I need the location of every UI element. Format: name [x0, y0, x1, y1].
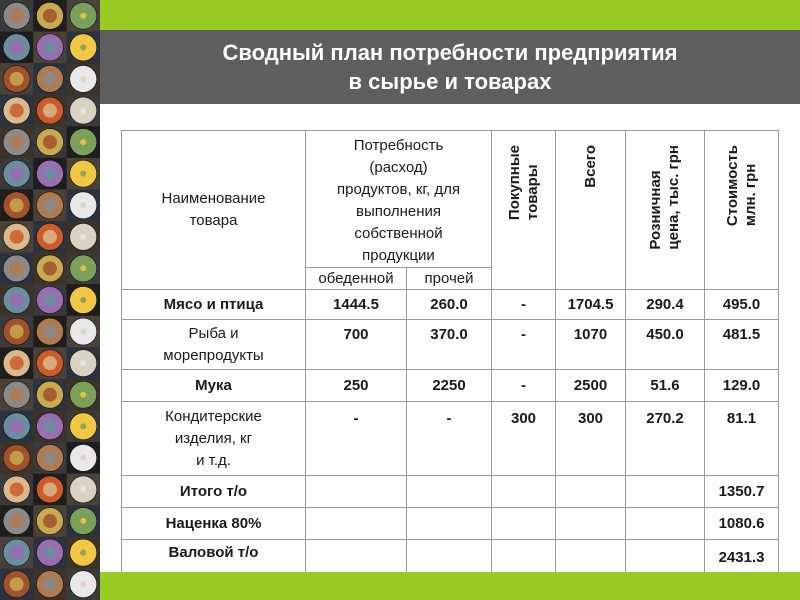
summary-name: Валовой т/о	[122, 540, 306, 576]
row-cost: 481.5	[705, 320, 779, 370]
header-total-cell	[556, 131, 626, 290]
table-row	[122, 320, 779, 370]
row-price: 450.0	[626, 320, 705, 370]
row-name: Кондитерские изделия, кг и т.д.	[122, 402, 306, 476]
summary-row	[122, 508, 779, 540]
decorative-mosaic	[0, 0, 100, 600]
header-retail: Розничная цена, тыс. грн	[647, 145, 683, 250]
title-line-1: Сводный план потребности предприятия	[222, 40, 678, 65]
row-name: Рыба и морепродукты	[122, 320, 306, 370]
header-cost-cell	[705, 131, 779, 290]
row-purchased: -	[492, 320, 556, 370]
row-price: 51.6	[626, 370, 705, 402]
row-cost: 129.0	[705, 370, 779, 402]
summary-cost: 1080.6	[705, 508, 779, 540]
summary-name: Итого т/о	[122, 476, 306, 508]
summary-row	[122, 476, 779, 508]
row-dinner: 700	[306, 320, 407, 370]
header-name: Наименование товара	[122, 131, 306, 290]
header-retail-cell	[626, 131, 705, 290]
bottom-green-bar	[100, 572, 800, 600]
row-other: 260.0	[407, 290, 492, 320]
summary-name: Наценка 80%	[122, 508, 306, 540]
row-name: Мука	[122, 370, 306, 402]
row-purchased: 300	[492, 402, 556, 476]
summary-row	[122, 540, 779, 576]
row-dinner: -	[306, 402, 407, 476]
requirements-table	[121, 130, 779, 576]
row-price: 290.4	[626, 290, 705, 320]
row-total: 1704.5	[556, 290, 626, 320]
row-other: 2250	[407, 370, 492, 402]
row-other: -	[407, 402, 492, 476]
header-sub-other: прочей	[407, 268, 492, 290]
table-row	[122, 290, 779, 320]
header-cost: Стоимость млн. грн	[723, 145, 759, 227]
row-price: 270.2	[626, 402, 705, 476]
header-purchased-cell	[492, 131, 556, 290]
header-total: Всего	[581, 145, 599, 188]
row-cost: 495.0	[705, 290, 779, 320]
title-line-2: в сырье и товарах	[348, 69, 552, 94]
object-tiles-image	[0, 0, 100, 600]
row-cost: 81.1	[705, 402, 779, 476]
table-row	[122, 402, 779, 476]
header-purchased: Покупные товары	[505, 145, 541, 221]
row-total: 300	[556, 402, 626, 476]
row-other: 370.0	[407, 320, 492, 370]
slide-title	[100, 30, 800, 104]
table-row	[122, 370, 779, 402]
header-need: Потребность (расход) продуктов, кг, для выполнения собственной продукции	[306, 131, 492, 268]
summary-cost: 2431.3	[705, 540, 779, 576]
row-total: 2500	[556, 370, 626, 402]
row-dinner: 1444.5	[306, 290, 407, 320]
row-dinner: 250	[306, 370, 407, 402]
row-name: Мясо и птица	[122, 290, 306, 320]
header-sub-dinner: обеденной	[306, 268, 407, 290]
row-total: 1070	[556, 320, 626, 370]
summary-cost: 1350.7	[705, 476, 779, 508]
row-purchased: -	[492, 370, 556, 402]
row-purchased: -	[492, 290, 556, 320]
top-green-bar	[100, 0, 800, 30]
